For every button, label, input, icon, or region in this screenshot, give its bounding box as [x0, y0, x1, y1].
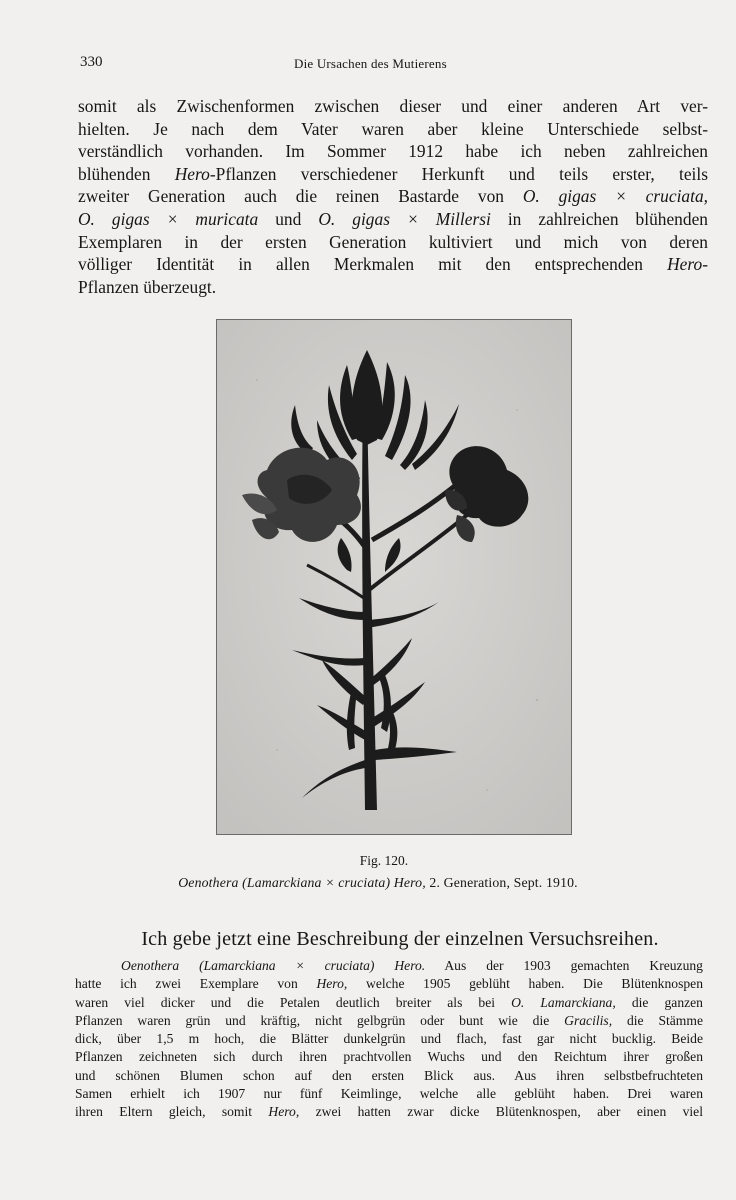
caption-text: Oenothera (Lamarckiana × cruciata) Hero, 2. Generation, Sept. 1910.: [178, 875, 578, 890]
oenothera-plant-image: [217, 320, 572, 835]
figure-caption: [0, 875, 736, 891]
paragraph-line: völliger Identität in allen Merkmalen mit den entsprechenden Hero-: [78, 254, 708, 275]
paragraph-line: O. gigas × muricata und O. gigas × Millersi in zahlreichen blühenden: [78, 208, 708, 229]
paragraph-line: waren viel dicker und die Petalen deutlich breiter als bei O. Lamarckiana, die ganzen: [75, 994, 703, 1010]
bottom-paragraph: [75, 957, 703, 1122]
paragraph-line: Pflanzen überzeugt.: [78, 276, 217, 297]
paragraph-line: ihren Eltern gleich, somit Hero, zwei hatten zwar dicke Blütenknospen, aber einen viel: [75, 1104, 703, 1120]
paragraph-line: Samen erhielt ich 1907 nur fünf Keimlinge, welche alle geblüht haben. Drei waren: [75, 1086, 703, 1102]
paragraph-line: zweiter Generation auch die reinen Bastarde von O. gigas × cruciata,: [78, 186, 708, 207]
page-number: 330: [80, 54, 103, 70]
paragraph-line: Oenothera (Lamarckiana × cruciata) Hero. Aus der 1903 gemachten Kreuzung: [121, 958, 703, 973]
plant-photograph: [216, 319, 572, 835]
paragraph-line: Pflanzen waren grün und kräftig, nicht gelbgrün oder bunt wie die Gracilis, die Stämme: [75, 1012, 703, 1028]
paragraph-line: blühenden Hero-Pflanzen verschiedener Herkunft und teils erster, teils: [78, 163, 708, 184]
paragraph-line: hielten. Je nach dem Vater waren aber kleine Unterschiede selbst-: [78, 118, 708, 139]
paragraph-line: verständlich vorhanden. Im Sommer 1912 habe ich neben zahlreichen: [78, 141, 708, 162]
paragraph-line: und schönen Blumen schon auf den ersten Blick aus. Aus ihren selbstbefruchteten: [75, 1067, 703, 1083]
figure-number: Fig. 120.: [359, 853, 409, 868]
paragraph-line: somit als Zwischenformen zwischen dieser und einer anderen Art ver-: [78, 96, 708, 116]
section-heading-text: Ich gebe jetzt eine Beschreibung der einzelnen Versuchsreihen.: [141, 928, 659, 950]
paragraph-line: dick, über 1,5 m hoch, die Blätter dunkelgrün und flach, fast gar nicht bucklig. Beide: [75, 1031, 703, 1047]
paragraph-line: Exemplaren in der ersten Generation kultiviert und mich von deren: [78, 231, 708, 252]
running-head: Die Ursachen des Mutierens: [294, 56, 447, 71]
page-header: [78, 54, 708, 74]
figure-label: [0, 853, 736, 869]
paragraph-line: hatte ich zwei Exemplare von Hero, welche 1905 geblüht haben. Die Blütenknospen: [75, 976, 703, 992]
section-heading: [0, 928, 736, 951]
paragraph-line: Pflanzen zeichneten sich durch ihren prachtvollen Wuchs und den Reichtum ihrer großen: [75, 1049, 703, 1065]
top-paragraph: [78, 95, 708, 298]
